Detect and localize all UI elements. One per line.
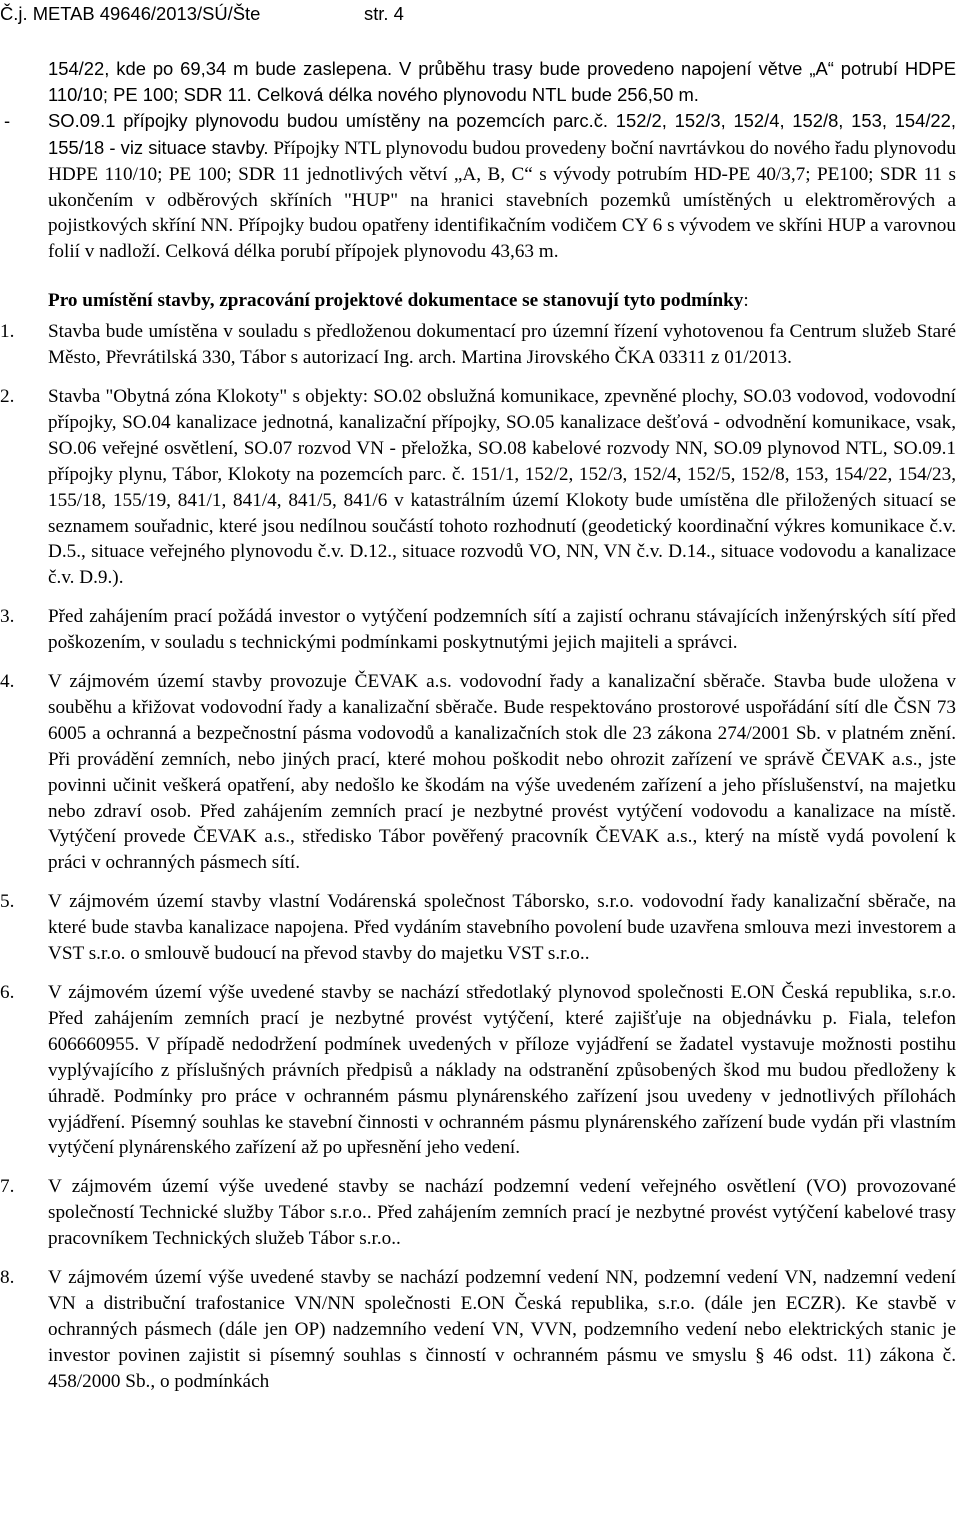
reference-number: Č.j. METAB 49646/2013/SÚ/Šte <box>0 3 261 24</box>
condition-item <box>0 669 956 876</box>
condition-number: 6. <box>0 982 15 1003</box>
conditions-heading-colon: : <box>743 290 749 312</box>
so-09-1-location: SO.09.1 přípojky plynovodu budou umístěny na pozemcích parc.č. 152/2, 152/3, 152/4, 152/8, 153, 154/22, 155/18 - viz situace stavby. <box>48 109 956 158</box>
condition-item <box>0 384 956 591</box>
condition-item <box>0 889 956 967</box>
condition-number: 3. <box>0 606 15 628</box>
condition-number: 7. <box>0 1176 15 1198</box>
condition-text: Stavba bude umístěna v souladu s předloženou dokumentací pro územní řízení vyhotovenou fa Centrum služeb Staré Město, Převrátilská 330, Tábor s autorizací Ing. arch. Martina Jirovského ČKA 03311 z 01/2013. <box>48 321 956 369</box>
condition-number: 2. <box>0 385 15 407</box>
page-header <box>0 2 960 30</box>
conditions-heading <box>48 288 956 314</box>
document-body <box>0 56 956 1395</box>
condition-item <box>0 1174 956 1252</box>
condition-number: 1. <box>0 321 15 343</box>
so-09-1-paragraph <box>4 108 956 265</box>
condition-item <box>0 1265 956 1395</box>
list-dash: - <box>4 109 11 131</box>
condition-text: Stavba "Obytná zóna Klokoty" s objekty: SO.02 obslužná komunikace, zpevněné plochy, SO.03 vodovod, vodovodní přípojky, SO.04 kanalizace jednotná, kanalizační přípojky, SO.05 kanalizace dešťová - odvodnění komunikace, vsak, SO.06 veřejné osvětlení, SO.07 rozvod VN - přeložka, SO.08 kabelové rozvody NN, SO.09 plynovod NTL, SO.09.1 přípojky plynu, Tábor, Klokoty na pozemcích parc. č. 151/1, 152/2, 152/3, 152/4, 152/5, 152/8, 153, 154/22, 154/23, 155/18, 155/19, 841/1, 841/4, 841/5, 841/6 v katastrálním území Klokoty bude umístěna dle přiložených situací se seznamem souřadnic, které jsou nedílnou součástí tohoto rozhodnutí (geodetický koordinační výkres komunikace č.v. D.5., situace veřejného plynovodu č.v. D.12., situace rozvodů VO, NN, VN č.v. D.14., situace vodovodu a kanalizace č.v. D.9.). <box>48 385 956 589</box>
condition-item <box>0 319 956 371</box>
condition-text: V zájmovém území stavby vlastní Vodárenská společnost Táborsko, s.r.o. vodovodní řady kanalizační sběrače, na které bude stavba kanalizace napojena. Před vydáním stavebního povolení bude uzavřena smlouva mezi investorem a VST s.r.o. o smlouvě budoucí na převod stavby do majetku VST s.r.o.. <box>48 891 956 965</box>
so-09-1-description: Přípojky NTL plynovodu budou provedeny boční navrtávkou do nového řadu plynovodu HDPE 110/10; PE 100; SDR 11 jednotlivých větví „A, B, C“ s vývody potrubím HD-PE 40/3,7; PE100; SDR 11 s ukončením v odběrových skříních "HUP" na hranici stavebních pozemků umístěných u elektroměrových a pojistkových skříní NN. Přípojky budou opatřeny identifikačním vodičem CY 6 s vývodem ve skříni HUP a varovnou folií v nadloží. Celková délka porubí přípojek plynovodu 43,63 m. <box>48 137 956 263</box>
condition-item <box>0 980 956 1161</box>
conditions-heading-text: Pro umístění stavby, zpracování projektové dokumentace se stanovují tyto podmínky <box>48 290 744 312</box>
condition-text: V zájmovém území výše uvedené stavby se nachází podzemní vedení NN, podzemní vedení VN, nadzemní vedení VN a distribuční trafostanice VN/NN společnosti E.ON Česká republika, s.r.o. (dále jen ECZR). Ke stavbě v ochranných pásmech (dále jen OP) nadzemního vedení VN, VVN, podzemního vedení nebo elektrických stanic je investor povinen zajistit si písemný souhlas s činností v ochranném pásmu ve smyslu § 46 odst. 11) zákona č. 458/2000 Sb., o podmínkách <box>48 1267 956 1392</box>
condition-text: Před zahájením prací požádá investor o vytýčení podzemních sítí a zajistí ochranu stávajících inženýrských sítí před poškozením, v souladu s technickými podmínkami poskytnutými jejich majiteli a správci. <box>48 606 956 654</box>
condition-number: 5. <box>0 891 15 913</box>
condition-number: 4. <box>0 671 15 693</box>
intro-paragraph: 154/22, kde po 69,34 m bude zaslepena. V průběhu trasy bude provedeno napojení větve „A“ potrubí HDPE 110/10; PE 100; SDR 11. Celková délka nového plynovodu NTL bude 256,50 m. <box>48 58 956 105</box>
page-number: str. 4 <box>364 3 404 24</box>
condition-number: 8. <box>0 1267 15 1289</box>
condition-text: V zájmovém území výše uvedené stavby se nachází podzemní vedení veřejného osvětlení (VO) provozované společností Technické služby Tábor s.r.o.. Před zahájením zemních prací je nezbytné provést vytýčení kabelové trasy pracovníkem Technických služeb Tábor s.r.o.. <box>48 1176 956 1250</box>
condition-text: V zájmovém území výše uvedené stavby se nachází středotlaký plynovod společnosti E.ON Česká republika, s.r.o. Před zahájením zemních prací je nezbytné provést vytýčení, které zajišťuje na objednávku p. Fiala, telefon 606660955. V případě nedodržení podmínek uvedených v příloze vyjádření se žadatel vystavuje možnosti postihu vyplývajícího z příslušných právních předpisů a náklady na odstranění způsobených škod mu budou předloženy k úhradě. Podmínky pro práce v ochranném pásmu plynárenského zařízení jsou uvedeny v jednotlivých přílohách vyjádření. Písemný souhlas ke stavební činnosti v ochranném pásmu plynárenského zařízení bude vydán při vlastním vytýčení plynárenského zařízení až po upřesnění jeho vedení. <box>48 982 956 1159</box>
condition-item <box>0 604 956 656</box>
condition-text: V zájmovém území stavby provozuje ČEVAK a.s. vodovodní řady a kanalizační sběrače. Stavba bude uložena v souběhu a křižovat vodovodní řady a kanalizační sběrače. Bude respektováno prostorové uspořádání sítí dle ČSN 73 6005 a ochranná a bezpečnostní pásma vodovodů a kanalizačních stok dle 23 zákona 274/2001 Sb. v platném znění. Při provádění zemních, nebo jiných prací, které mohou poškodit nebo ohrozit zařízení ve správě ČEVAK a.s., jste povinni učinit veškerá opatření, aby nedošlo ke škodám na výše uvedeném zařízení a jeho příslušenství, na majetku nebo zdraví osob. Před zahájením zemních prací je nezbytné provést vytýčení vodovodu a kanalizace na místě. Vytýčení provede ČEVAK a.s., středisko Tábor pověřený pracovník ČEVAK a.s., který na místě vydá povolení k práci v ochranných pásmech sítí. <box>48 671 956 874</box>
